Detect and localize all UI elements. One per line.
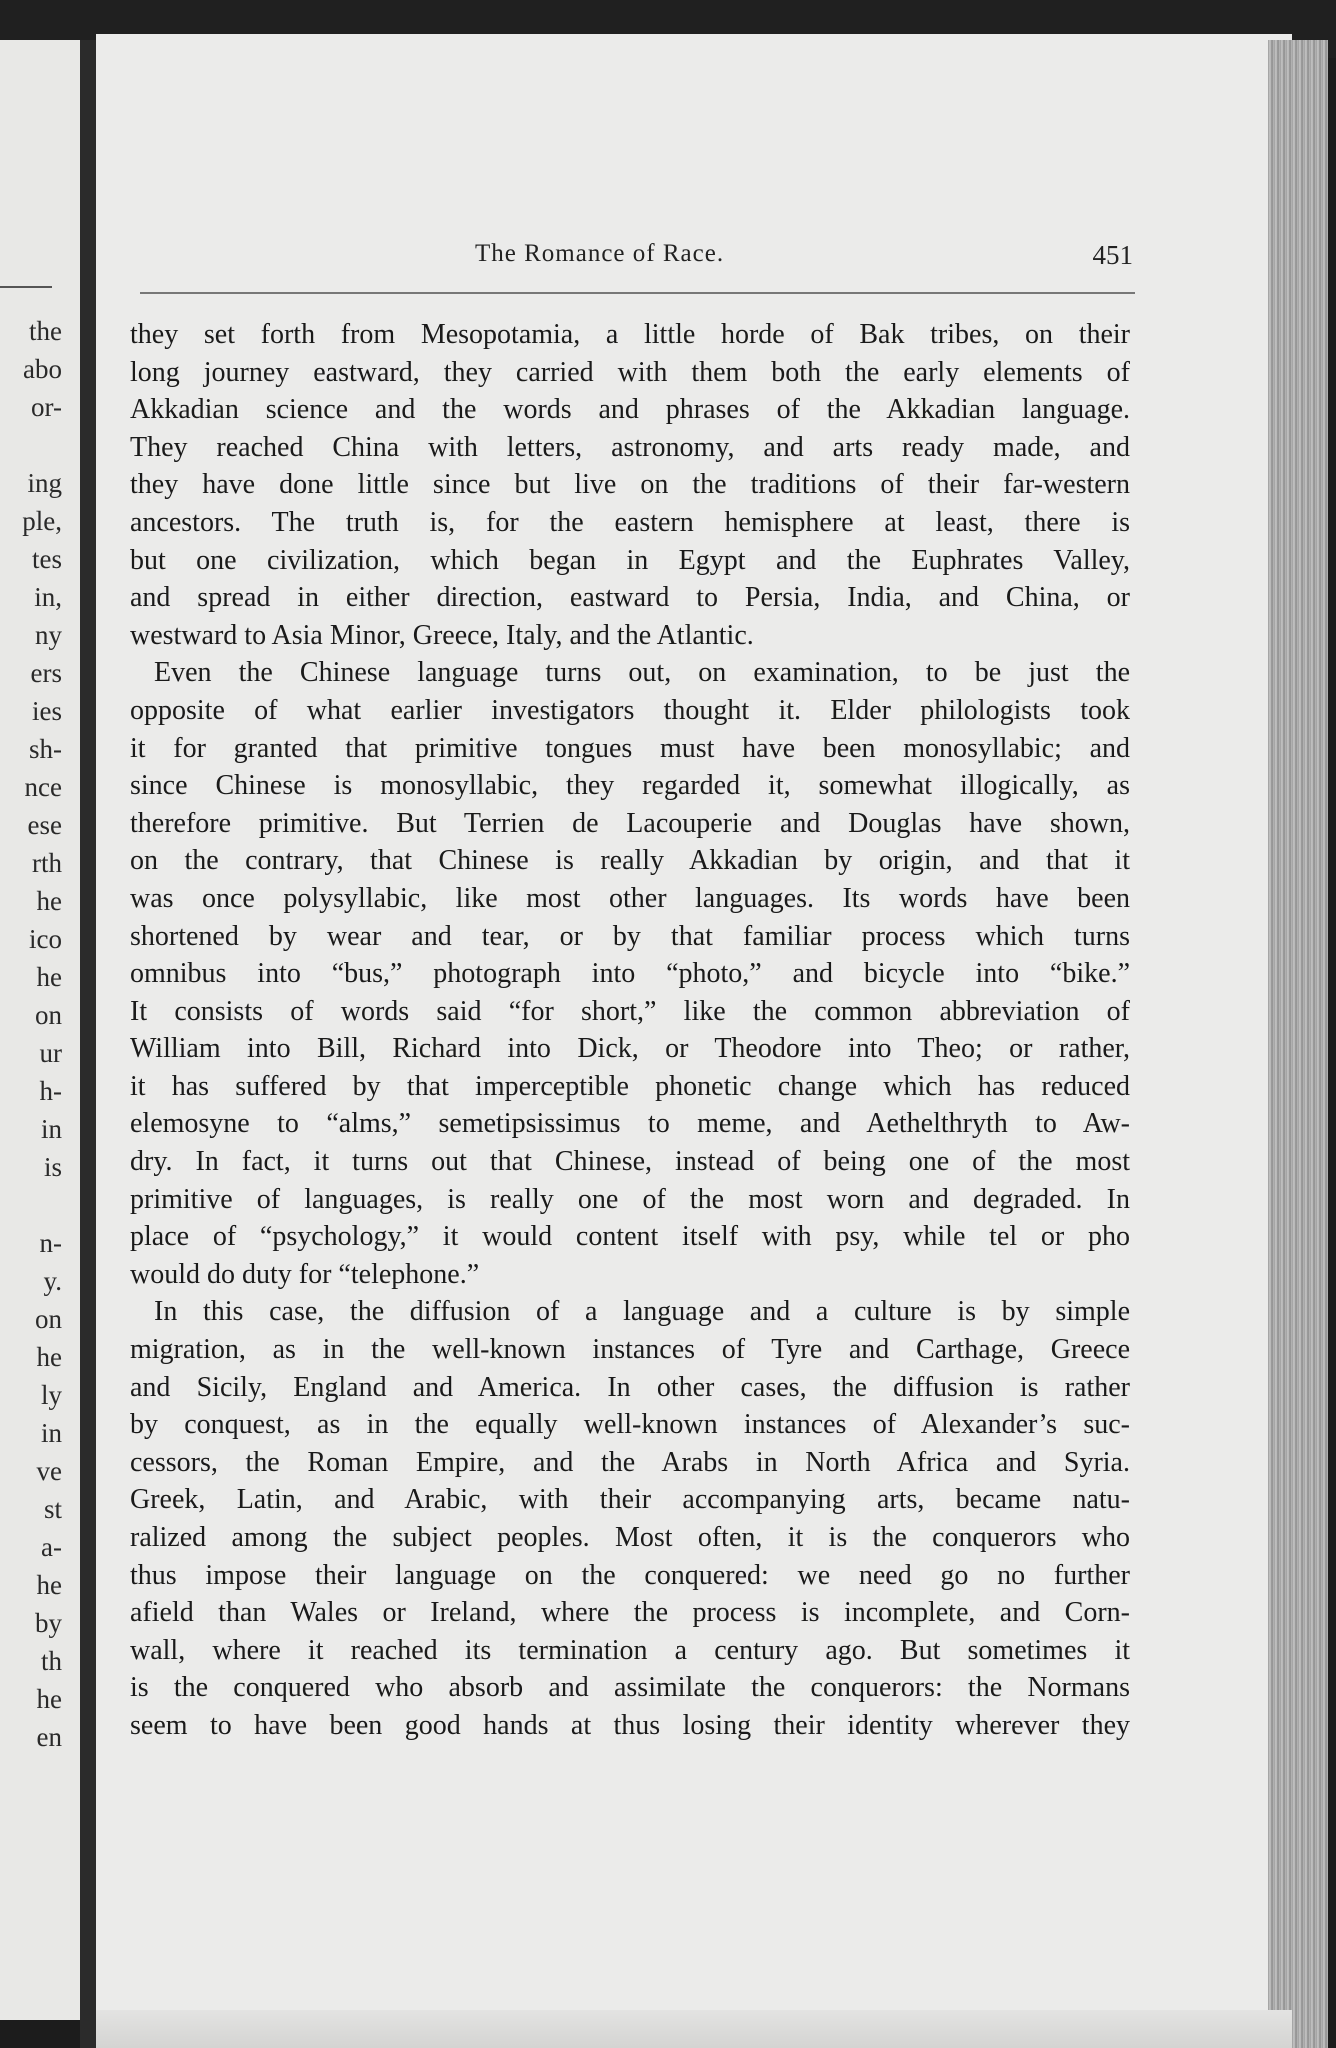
text-line: therefore primitive. But Terrien de Lacouperie and Douglas have shown, — [130, 807, 1130, 839]
text-line: In this case, the diffusion of a language and a culture is by simple — [154, 1296, 1130, 1328]
text-line: It consists of words said “for short,” like the common abbreviation of — [130, 995, 1130, 1027]
text-line: omnibus into “bus,” photograph into “photo,” and bicycle into “bike.” — [130, 958, 1130, 990]
facing-page-word: ur — [39, 1038, 62, 1068]
text-line: they have done little since but live on the traditions of their far-western — [130, 469, 1130, 501]
facing-page-word: h- — [39, 1076, 62, 1106]
text-line: seem to have been good hands at thus losing their identity wherever they — [130, 1709, 1130, 1741]
facing-page-word: tes — [32, 544, 62, 574]
running-head: The Romance of Race. — [475, 240, 725, 267]
page-header — [140, 240, 1135, 280]
facing-page-fragment — [0, 40, 80, 2020]
facing-page-word: rth — [32, 848, 62, 878]
facing-page-word: ple, — [22, 506, 62, 536]
text-line: primitive of languages, is really one of the most worn and degraded. In — [130, 1183, 1130, 1215]
facing-page-word: st — [43, 1494, 62, 1524]
facing-page-word: ing — [27, 468, 62, 498]
text-line: shortened by wear and tear, or by that familiar process which turns — [130, 920, 1130, 952]
text-line: Even the Chinese language turns out, on examination, to be just the — [154, 657, 1130, 689]
text-line: and spread in either direction, eastward to Persia, India, and China, or — [130, 582, 1130, 614]
facing-page-word: ly — [40, 1380, 62, 1410]
header-rule — [140, 292, 1135, 294]
facing-page-word: on — [35, 1304, 62, 1334]
facing-page-word: by — [35, 1608, 62, 1638]
page-number: 451 — [1092, 240, 1133, 270]
facing-page-word: in — [40, 1418, 62, 1448]
facing-page-word: in — [40, 1114, 62, 1144]
text-line: it has suffered by that imperceptible phonetic change which has reduced — [130, 1070, 1130, 1102]
text-line: Greek, Latin, and Arabic, with their accompanying arts, became natu- — [130, 1484, 1130, 1516]
facing-page-word: th — [40, 1646, 62, 1676]
text-line: but one civilization, which began in Egypt and the Euphrates Valley, — [130, 544, 1130, 576]
facing-page-word: ico — [29, 924, 62, 954]
facing-page-word: is — [43, 1152, 62, 1182]
facing-page-word: sh- — [29, 734, 62, 764]
text-line: cessors, the Roman Empire, and the Arabs in North Africa and Syria. — [130, 1446, 1130, 1478]
text-line: was once polysyllabic, like most other languages. Its words have been — [130, 882, 1130, 914]
text-line: dry. In fact, it turns out that Chinese, instead of being one of the most — [130, 1146, 1130, 1178]
facing-page-word: the — [29, 316, 62, 346]
facing-page-word: nce — [24, 772, 62, 802]
facing-page-word: he — [36, 1570, 62, 1600]
text-line: thus impose their language on the conquered: we need go no further — [130, 1559, 1130, 1591]
facing-page-word: y. — [43, 1266, 62, 1296]
text-line: migration, as in the well-known instances of Tyre and Carthage, Greece — [130, 1334, 1130, 1366]
facing-page-word: en — [36, 1722, 62, 1752]
text-line: long journey eastward, they carried with them both the early elements of — [130, 356, 1130, 388]
page-edges — [1268, 40, 1328, 2048]
text-line: it for granted that primitive tongues must have been monosyllabic; and — [130, 732, 1130, 764]
facing-page-word: a- — [41, 1532, 62, 1562]
facing-page-word: he — [36, 1342, 62, 1372]
book-gutter — [80, 40, 96, 2048]
facing-page-word: n- — [39, 1228, 62, 1258]
page-bottom-margin — [96, 2010, 1292, 2048]
text-line: ralized among the subject peoples. Most often, it is the conquerors who — [130, 1522, 1130, 1553]
text-line: since Chinese is monosyllabic, they regarded it, somewhat illogically, as — [130, 770, 1130, 802]
text-line: would do duty for “telephone.” — [130, 1258, 480, 1290]
text-line: is the conquered who absorb and assimilate the conquerors: the Normans — [130, 1672, 1130, 1704]
text-line: elemosyne to “alms,” semetipsissimus to meme, and Aethelthryth to Aw- — [130, 1108, 1130, 1140]
text-line: and Sicily, England and America. In other cases, the diffusion is rather — [130, 1371, 1130, 1403]
facing-page-word: in, — [34, 582, 62, 612]
text-line: they set forth from Mesopotamia, a little horde of Bak tribes, on their — [130, 319, 1130, 350]
facing-page-word: ies — [32, 696, 62, 726]
text-line: by conquest, as in the equally well-known instances of Alexander’s suc- — [130, 1409, 1130, 1441]
facing-page-word: he — [36, 1684, 62, 1714]
facing-page-word: or- — [31, 392, 62, 422]
text-line: Akkadian science and the words and phrases of the Akkadian language. — [130, 394, 1130, 426]
text-line: westward to Asia Minor, Greece, Italy, and the Atlantic. — [130, 619, 754, 651]
facing-page-word: ve — [36, 1456, 62, 1486]
text-line: opposite of what earlier investigators thought it. Elder philologists took — [130, 694, 1130, 726]
facing-page-word: abo — [23, 354, 62, 384]
text-line: place of “psychology,” it would content itself with psy, while tel or pho — [130, 1221, 1130, 1253]
text-line: ancestors. The truth is, for the eastern hemisphere at least, there is — [130, 506, 1130, 538]
page-body-text — [130, 316, 1130, 1745]
text-line: on the contrary, that Chinese is really Akkadian by origin, and that it — [130, 845, 1130, 877]
facing-page-word: he — [36, 886, 62, 916]
facing-page-word: ny — [35, 620, 62, 650]
facing-page-word: on — [35, 1000, 62, 1030]
facing-page-word: ers — [30, 658, 62, 688]
facing-page-rule — [0, 286, 52, 288]
text-line: wall, where it reached its termination a century ago. But sometimes it — [130, 1634, 1130, 1666]
facing-page-word: ese — [27, 810, 62, 840]
text-line: afield than Wales or Ireland, where the process is incomplete, and Corn- — [130, 1597, 1130, 1629]
facing-page-word: he — [36, 962, 62, 992]
text-line: William into Bill, Richard into Dick, or Theodore into Theo; or rather, — [130, 1033, 1130, 1065]
text-line: They reached China with letters, astronomy, and arts ready made, and — [130, 431, 1130, 463]
